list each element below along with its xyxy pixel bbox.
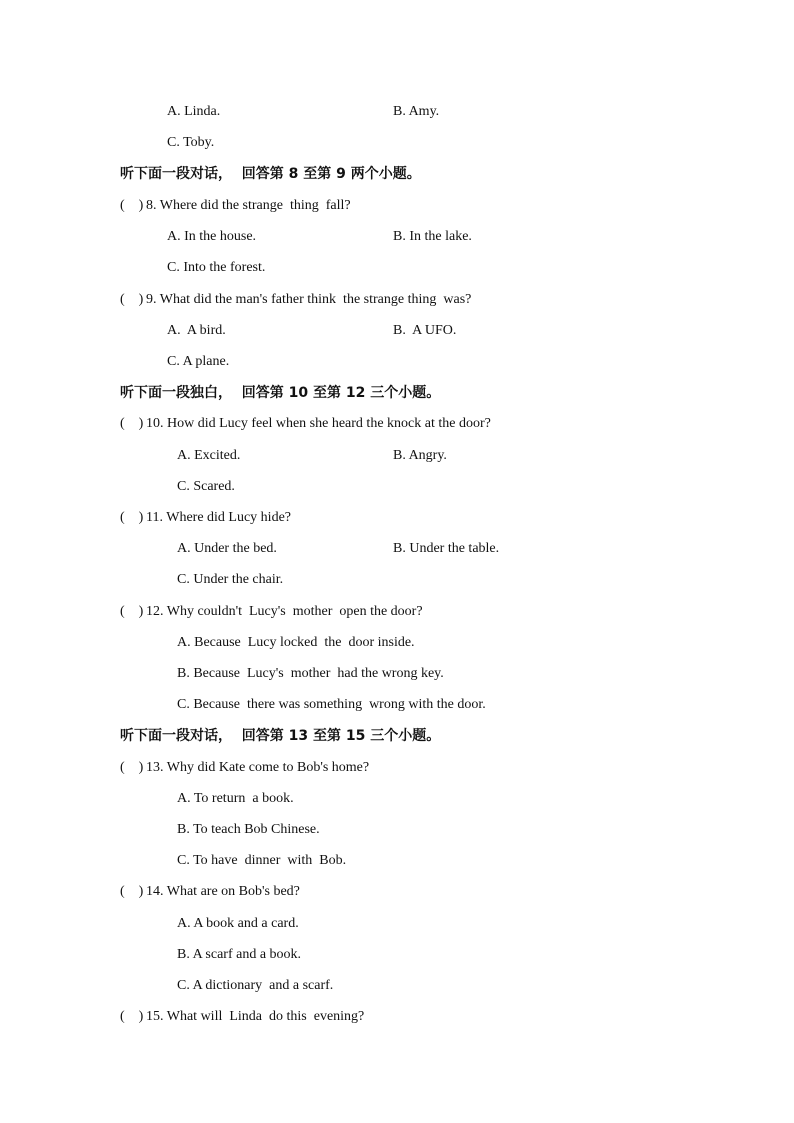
q11-option-b: B. Under the table.	[393, 541, 500, 556]
q11-question: 11. Where did Lucy hide?	[146, 510, 292, 525]
q8-option-b: B. In the lake.	[393, 229, 472, 244]
q12-option-b: B. Because Lucy's mother had the wrong key.	[177, 666, 444, 681]
q8-option-a: A. In the house.	[167, 229, 257, 244]
q15-question: 15. What will Linda do this evening?	[146, 1009, 365, 1024]
q15-answer-bracket: ( )	[120, 1009, 144, 1024]
q13-question: 13. Why did Kate come to Bob's home?	[146, 760, 370, 775]
q12-answer-bracket: ( )	[120, 604, 144, 619]
q10-question: 10. How did Lucy feel when she heard the knock at the door?	[146, 416, 491, 431]
q9-option-c: C. A plane.	[167, 354, 230, 369]
q13-answer-bracket: ( )	[120, 760, 144, 775]
q7-option-b: B. Amy.	[393, 104, 440, 119]
q12-option-c: C. Because there was something wrong with the door.	[177, 697, 486, 712]
q11-option-c: C. Under the chair.	[177, 572, 284, 587]
q8-question: 8. Where did the strange thing fall?	[146, 198, 351, 213]
q9-question: 9. What did the man's father think the strange thing was?	[146, 292, 472, 307]
q9-option-a: A. A bird.	[167, 323, 226, 338]
q8-option-c: C. Into the forest.	[167, 260, 266, 275]
q7-option-c: C. Toby.	[167, 135, 215, 150]
q14-option-b: B. A scarf and a book.	[177, 947, 302, 962]
q10-option-c: C. Scared.	[177, 479, 235, 494]
section-heading-13-15: 听下面一段对话， 回答第 13 至第 15 三个小题。	[120, 728, 441, 744]
q11-option-a: A. Under the bed.	[177, 541, 277, 556]
q11-answer-bracket: ( )	[120, 510, 144, 525]
section-heading-10-12: 听下面一段独白， 回答第 10 至第 12 三个小题。	[120, 385, 441, 401]
q14-question: 14. What are on Bob's bed?	[146, 884, 300, 899]
q10-answer-bracket: ( )	[120, 416, 144, 431]
q9-option-b: B. A UFO.	[393, 323, 457, 338]
q8-answer-bracket: ( )	[120, 198, 144, 213]
q14-option-a: A. A book and a card.	[177, 916, 299, 931]
section-heading-8-9: 听下面一段对话， 回答第 8 至第 9 两个小题。	[120, 166, 421, 182]
q10-option-a: A. Excited.	[177, 448, 241, 463]
q14-answer-bracket: ( )	[120, 884, 144, 899]
q12-question: 12. Why couldn't Lucy's mother open the door?	[146, 604, 423, 619]
q7-option-a: A. Linda.	[167, 104, 221, 119]
q13-option-c: C. To have dinner with Bob.	[177, 853, 347, 868]
q13-option-a: A. To return a book.	[177, 791, 294, 806]
q13-option-b: B. To teach Bob Chinese.	[177, 822, 320, 837]
q9-answer-bracket: ( )	[120, 292, 144, 307]
q14-option-c: C. A dictionary and a scarf.	[177, 978, 334, 993]
q10-option-b: B. Angry.	[393, 448, 447, 463]
q12-option-a: A. Because Lucy locked the door inside.	[177, 635, 415, 650]
